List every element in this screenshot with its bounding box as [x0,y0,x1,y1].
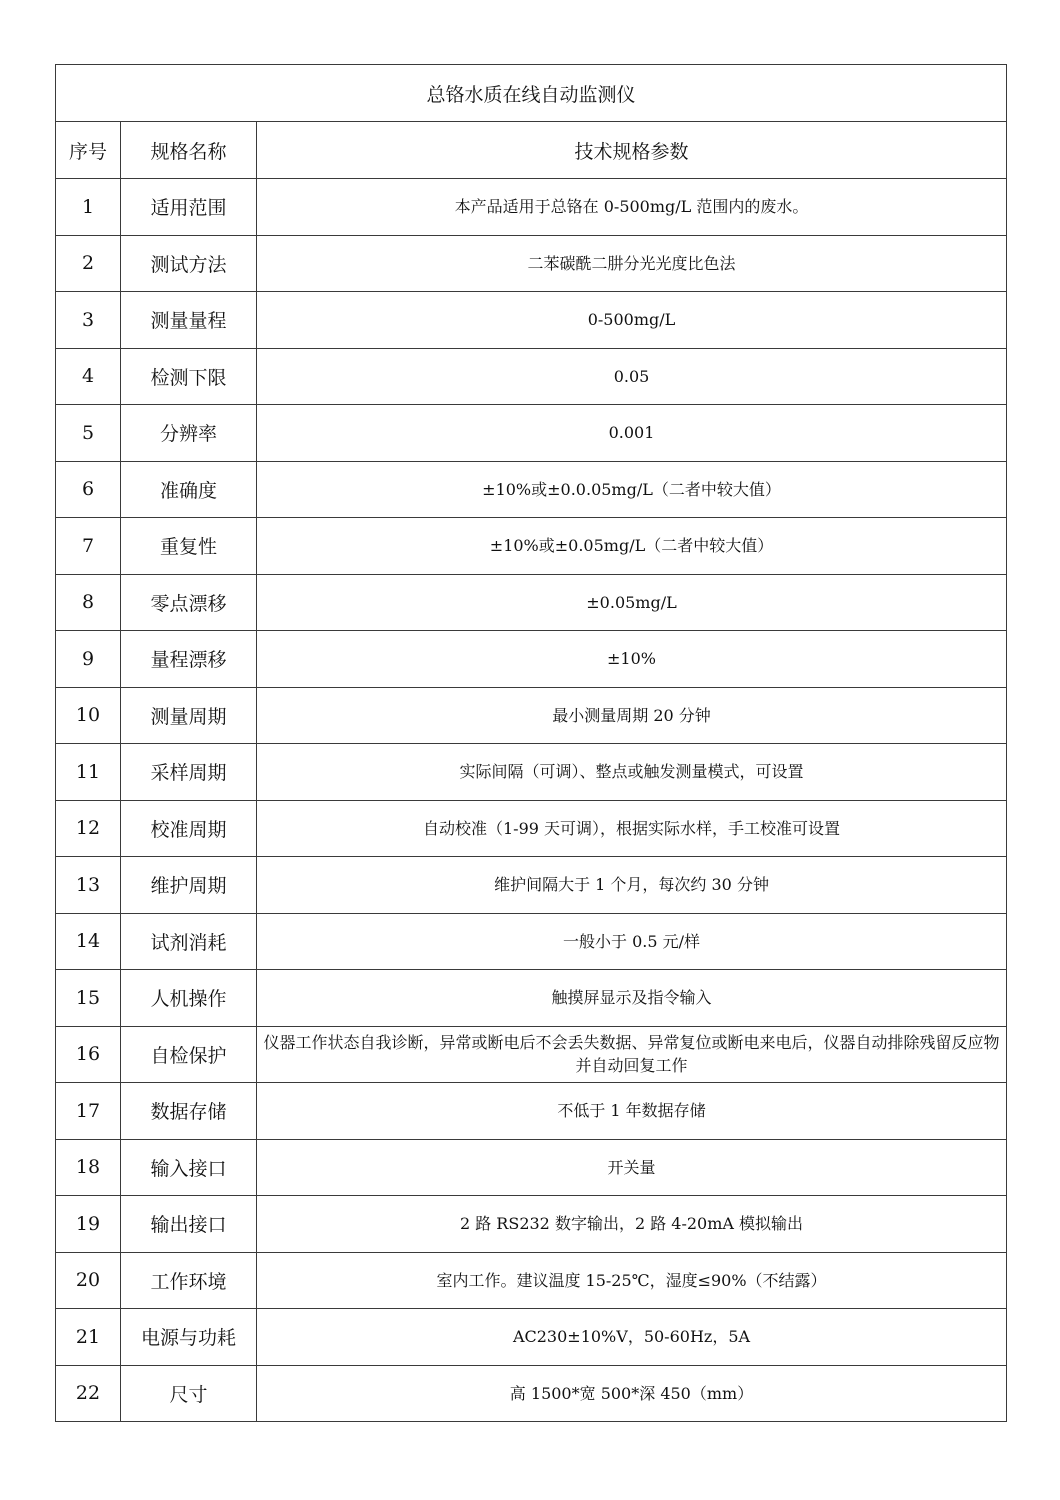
row-spec-name: 测量量程 [121,292,257,349]
row-spec-name: 分辨率 [121,405,257,462]
row-spec-value: 自动校准（1-99 天可调），根据实际水样，手工校准可设置 [257,800,1007,857]
row-spec-value: 高 1500*宽 500*深 450（mm） [257,1365,1007,1422]
row-index: 14 [56,913,121,970]
row-spec-name: 校准周期 [121,800,257,857]
table-row [56,800,1007,857]
table-row [56,1139,1007,1196]
row-spec-name: 输出接口 [121,1196,257,1253]
row-index: 4 [56,348,121,405]
row-index: 17 [56,1083,121,1140]
table-row [56,518,1007,575]
row-spec-value: 仪器工作状态自我诊断，异常或断电后不会丢失数据、异常复位或断电来电后，仪器自动排除残留反应物并自动回复工作 [257,1026,1007,1083]
row-spec-name: 适用范围 [121,179,257,236]
row-spec-value: AC230±10%V，50-60Hz，5A [257,1309,1007,1366]
row-spec-name: 人机操作 [121,970,257,1027]
row-spec-value: 二苯碳酰二肼分光光度比色法 [257,235,1007,292]
row-index: 9 [56,631,121,688]
row-spec-name: 检测下限 [121,348,257,405]
row-spec-name: 测试方法 [121,235,257,292]
row-index: 15 [56,970,121,1027]
table-row [56,1309,1007,1366]
table-row [56,744,1007,801]
row-spec-name: 电源与功耗 [121,1309,257,1366]
row-spec-value: ±0.05mg/L [257,574,1007,631]
table-row [56,857,1007,914]
row-index: 8 [56,574,121,631]
spec-table [55,64,1007,1422]
row-spec-value: 室内工作。建议温度 15-25℃，湿度≤90%（不结露） [257,1252,1007,1309]
table-row [56,631,1007,688]
row-index: 18 [56,1139,121,1196]
row-index: 7 [56,518,121,575]
row-spec-value: ±10%或±0.05mg/L（二者中较大值） [257,518,1007,575]
row-spec-name: 准确度 [121,461,257,518]
header-value: 技术规格参数 [257,122,1007,179]
table-row [56,1026,1007,1083]
table-title: 总铬水质在线自动监测仪 [56,65,1007,122]
row-spec-value: 实际间隔（可调）、整点或触发测量模式，可设置 [257,744,1007,801]
row-index: 21 [56,1309,121,1366]
row-spec-value: 本产品适用于总铬在 0-500mg/L 范围内的废水。 [257,179,1007,236]
header-row [56,122,1007,179]
row-index: 1 [56,179,121,236]
row-index: 22 [56,1365,121,1422]
table-row [56,405,1007,462]
row-spec-value: 0.05 [257,348,1007,405]
header-name: 规格名称 [121,122,257,179]
title-row [56,65,1007,122]
row-index: 11 [56,744,121,801]
row-index: 2 [56,235,121,292]
row-spec-value: 触摸屏显示及指令输入 [257,970,1007,1027]
row-index: 13 [56,857,121,914]
table-row [56,461,1007,518]
table-row [56,1083,1007,1140]
row-index: 19 [56,1196,121,1253]
row-spec-name: 零点漂移 [121,574,257,631]
table-row [56,348,1007,405]
row-spec-name: 尺寸 [121,1365,257,1422]
row-spec-value: 开关量 [257,1139,1007,1196]
table-row [56,1196,1007,1253]
table-row [56,574,1007,631]
row-spec-name: 工作环境 [121,1252,257,1309]
table-row [56,292,1007,349]
row-spec-name: 数据存储 [121,1083,257,1140]
row-spec-name: 自检保护 [121,1026,257,1083]
row-spec-name: 测量周期 [121,687,257,744]
row-index: 12 [56,800,121,857]
table-row [56,1252,1007,1309]
table-row [56,970,1007,1027]
row-spec-name: 维护周期 [121,857,257,914]
row-index: 16 [56,1026,121,1083]
table-row [56,235,1007,292]
row-spec-value: ±10%或±0.0.05mg/L（二者中较大值） [257,461,1007,518]
row-index: 20 [56,1252,121,1309]
row-spec-value: ±10% [257,631,1007,688]
row-spec-value: 0.001 [257,405,1007,462]
row-spec-value: 最小测量周期 20 分钟 [257,687,1007,744]
row-spec-name: 输入接口 [121,1139,257,1196]
row-spec-value: 维护间隔大于 1 个月，每次约 30 分钟 [257,857,1007,914]
table-row [56,1365,1007,1422]
table-row [56,179,1007,236]
row-index: 3 [56,292,121,349]
table-row [56,687,1007,744]
row-spec-value: 不低于 1 年数据存储 [257,1083,1007,1140]
header-index: 序号 [56,122,121,179]
row-index: 6 [56,461,121,518]
row-spec-value: 一般小于 0.5 元/样 [257,913,1007,970]
row-index: 5 [56,405,121,462]
row-spec-name: 量程漂移 [121,631,257,688]
row-spec-value: 2 路 RS232 数字输出，2 路 4-20mA 模拟输出 [257,1196,1007,1253]
row-spec-name: 采样周期 [121,744,257,801]
row-spec-name: 试剂消耗 [121,913,257,970]
row-index: 10 [56,687,121,744]
row-spec-name: 重复性 [121,518,257,575]
row-spec-value: 0-500mg/L [257,292,1007,349]
table-row [56,913,1007,970]
